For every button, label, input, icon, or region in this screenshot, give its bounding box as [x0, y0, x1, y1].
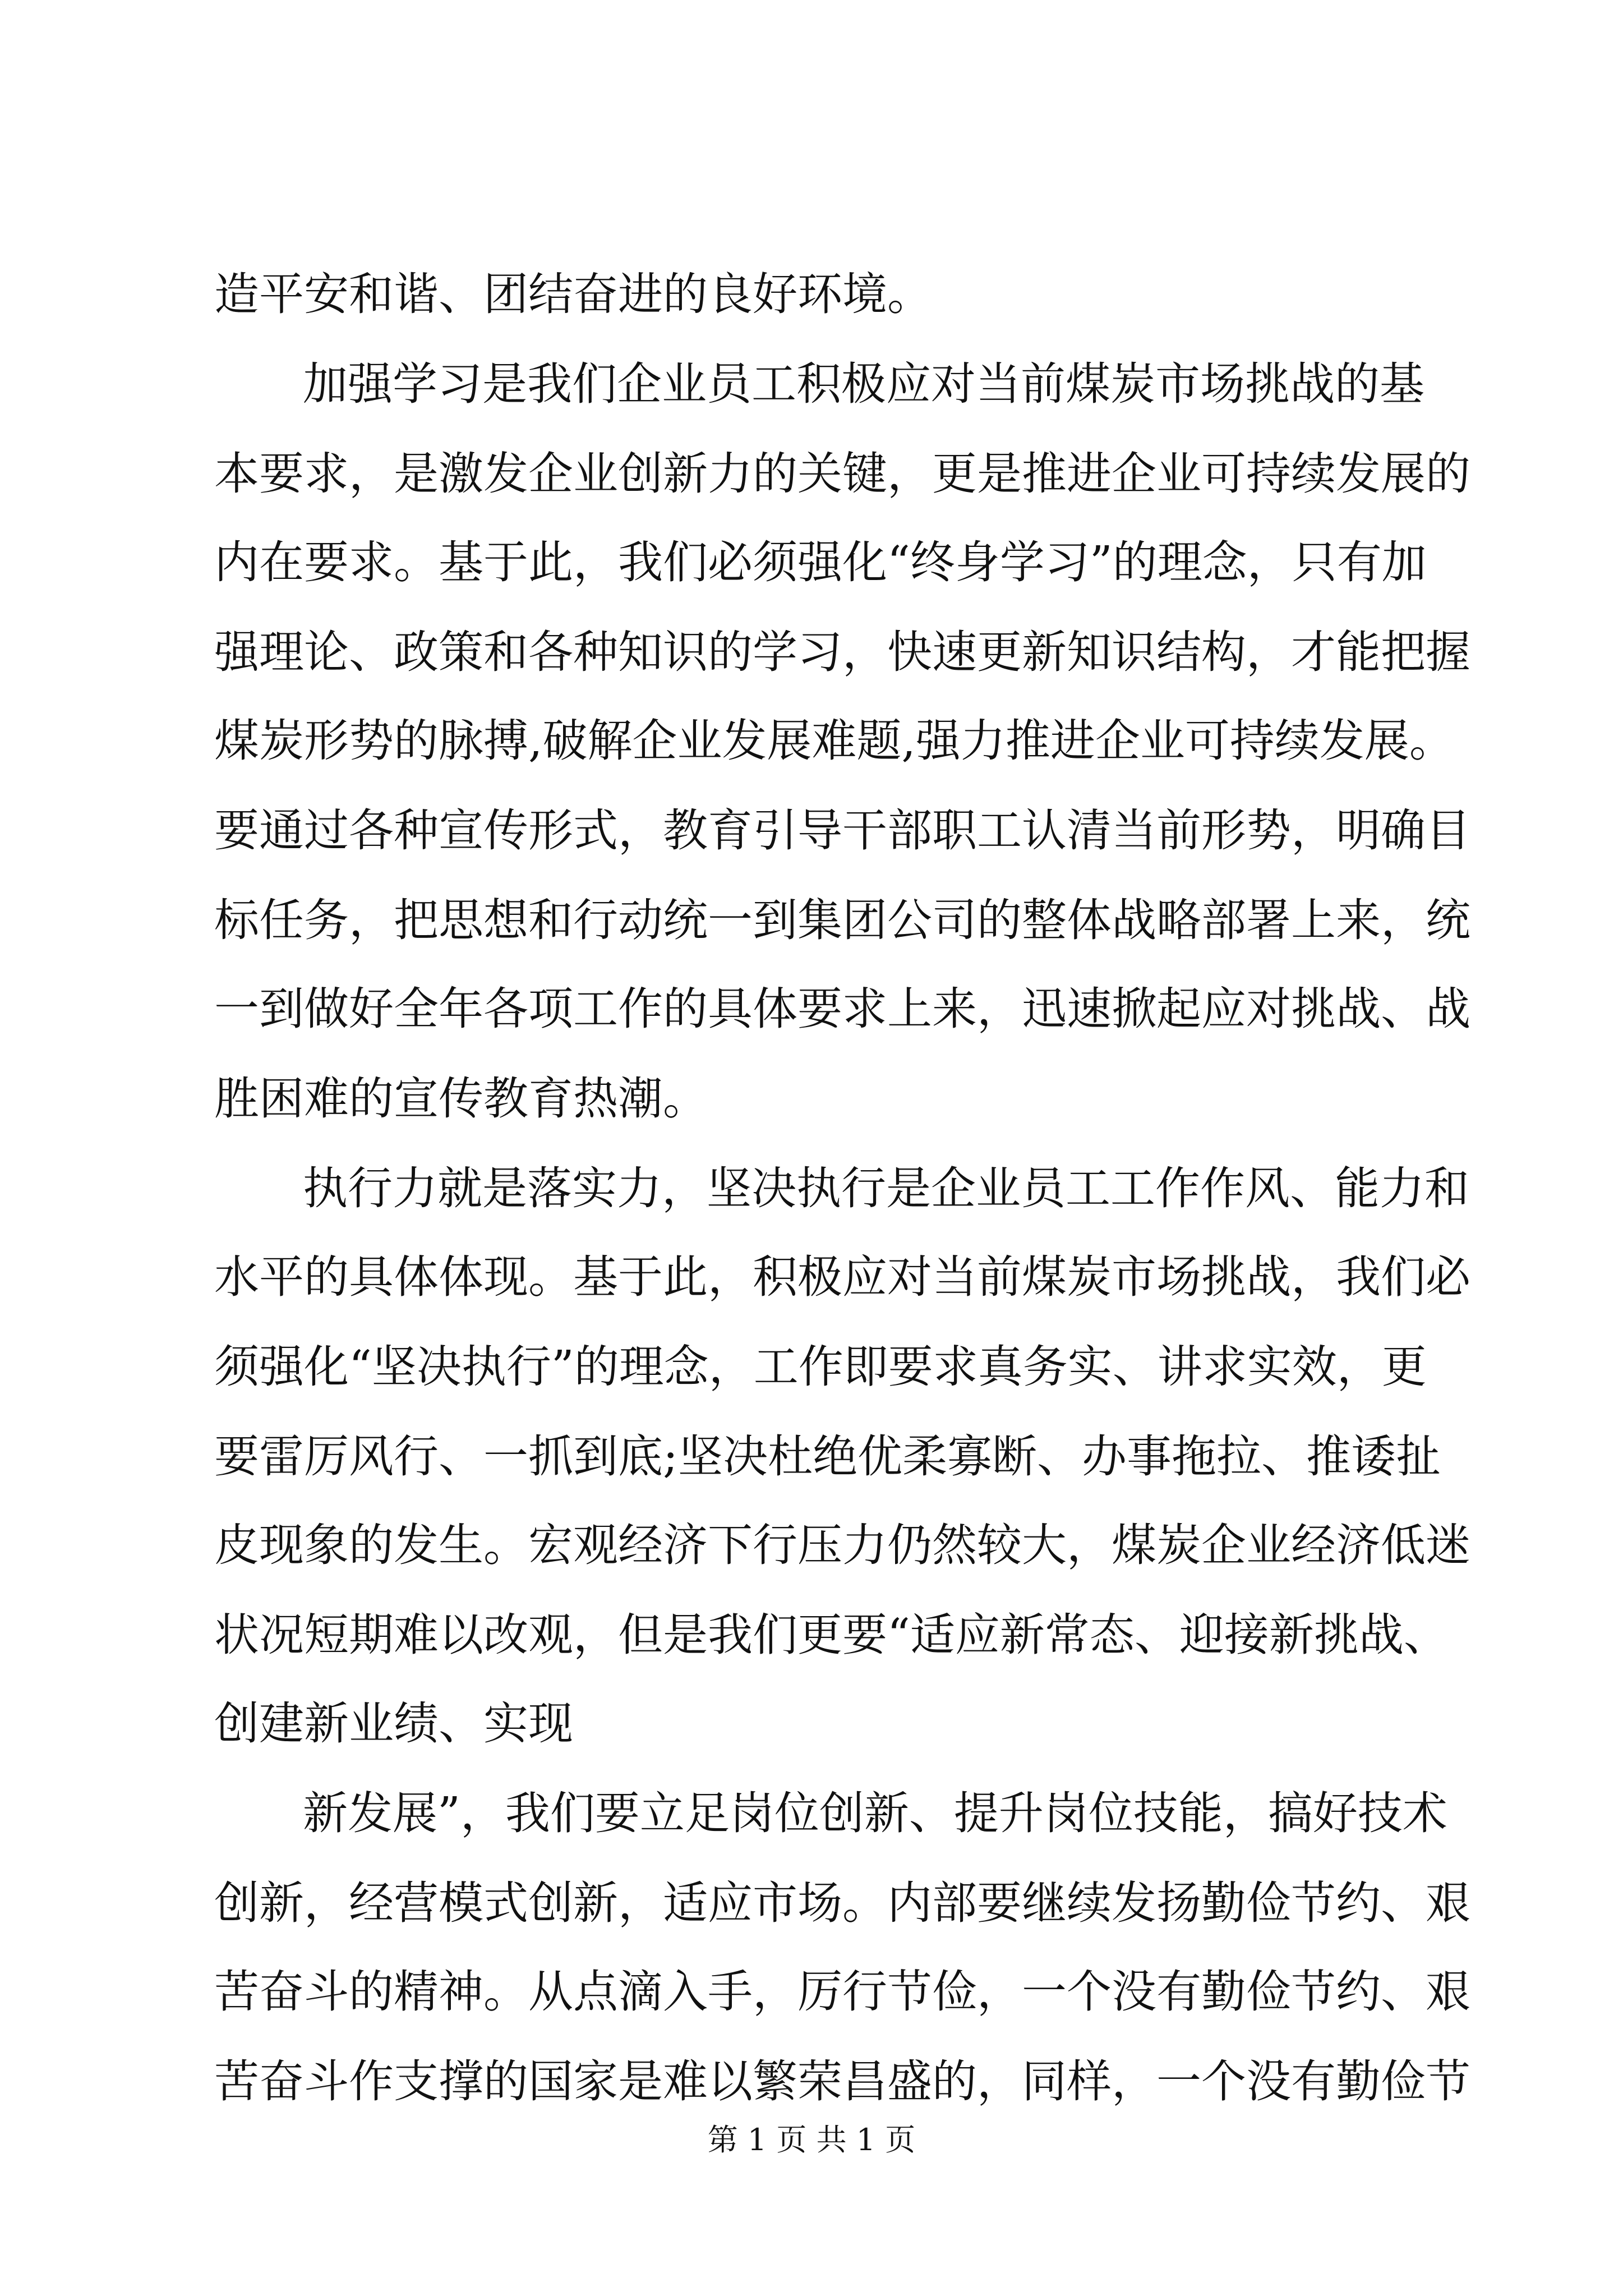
text-line: 内在要求。基于此，我们必须强化“终身学习”的理念，只有加 [214, 536, 1427, 588]
text-line: 执行力就是落实力，坚决执行是企业员工工作作风、能力和 [303, 1162, 1469, 1214]
text-line: 苦奋斗的精神。从点滴入手，厉行节俭，一个没有勤俭节约、艰 [214, 1966, 1470, 2018]
text-line: 要通过各种宣传形式，教育引导干部职工认清当前形势，明确目 [214, 804, 1470, 857]
text-line: 皮现象的发生。宏观经济下行压力仍然较大，煤炭企业经济低迷 [214, 1519, 1470, 1571]
text-line: 标任务，把思想和行动统一到集团公司的整体战略部署上来，统 [214, 894, 1470, 946]
text-line: 苦奋斗作支撑的国家是难以繁荣昌盛的，同样，一个没有勤俭节 [214, 2055, 1470, 2108]
text-line: 强理论、政策和各种知识的学习，快速更新知识结构，才能把握 [214, 626, 1470, 678]
text-line: 加强学习是我们企业员工积极应对当前煤炭市场挑战的基 [303, 358, 1424, 410]
text-line: 创建新业绩、实现 [214, 1697, 573, 1750]
text-line: 创新，经营模式创新，适应市场。内部要继续发扬勤俭节约、艰 [214, 1877, 1470, 1929]
text-line: 水平的具体体现。基于此，积极应对当前煤炭市场挑战，我们必 [214, 1251, 1470, 1303]
text-line: 新发展”，我们要立足岗位创新、提升岗位技能，搞好技术 [303, 1787, 1447, 1839]
text-line: 须强化“坚决执行”的理念，工作即要求真务实、讲求实效，更 [214, 1341, 1427, 1393]
text-line: 要雷厉风行、一抓到底;坚决杜绝优柔寡断、办事拖拉、推诿扯 [214, 1430, 1441, 1483]
text-line: 本要求，是激发企业创新力的关键，更是推进企业可持续发展的 [214, 448, 1470, 500]
text-line: 胜困难的宣传教育热潮。 [214, 1073, 708, 1125]
text-line: 状况短期难以改观，但是我们更要“适应新常态、迎接新挑战、 [214, 1609, 1449, 1661]
text-line: 造平安和谐、团结奋进的良好环境。 [214, 268, 932, 320]
page-number-footer: 第 1 页 共 1 页 [707, 2122, 916, 2157]
text-line: 煤炭形势的脉搏,破解企业发展难题,强力推进企业可持续发展。 [214, 715, 1454, 767]
text-line: 一到做好全年各项工作的具体要求上来，迅速掀起应对挑战、战 [214, 983, 1470, 1035]
